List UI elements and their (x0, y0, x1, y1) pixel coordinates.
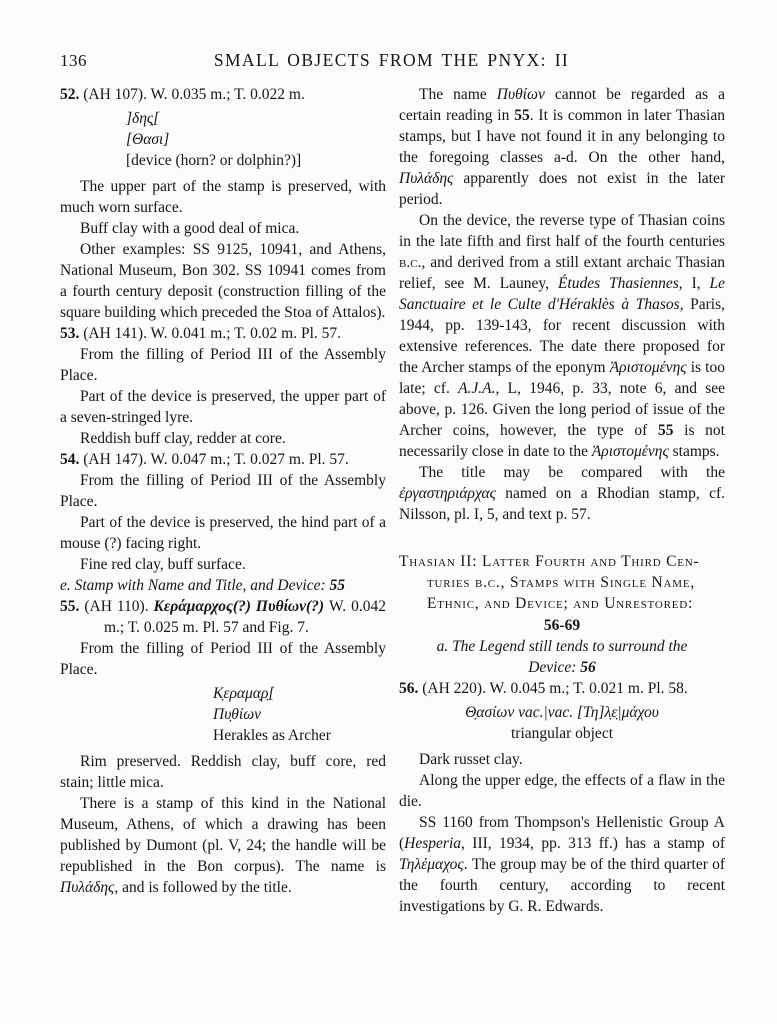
text-run: is not necessarily close in date to the (399, 422, 725, 460)
text-columns (60, 84, 725, 917)
text-run: The title may be compared with the (419, 464, 725, 481)
inscription-line: [Θασι] (126, 131, 170, 148)
text-run: . It is common in later Thasian stamps, but I have not found it in any belonging to the foregoing classes a-d. On the other hand, (399, 107, 725, 166)
text-run: (AH 107). W. 0.035 m.; T. 0.022 m. (79, 86, 305, 103)
text-run: Ἀριστομένης (591, 443, 669, 460)
text-run: Buff clay with a good deal of mica. (80, 220, 300, 237)
thasian-ii-section-heading (399, 551, 725, 636)
text-run: , and is followed by the title. (114, 879, 292, 896)
running-head (60, 50, 723, 74)
text-run: 55 (329, 577, 345, 594)
entry-52-paragraph (60, 176, 386, 218)
entry-53-paragraph (60, 386, 386, 428)
text-run: Other examples: SS 9125, 10941, and Athens, National Museum, Bon 302. SS 10941 comes from a fourth century deposit (construction filling of the square building which preceded the Stoa of Attalos). (60, 241, 386, 321)
text-run: From the filling of Period III of the Assembly Place. (60, 640, 386, 678)
text-run: a. The Legend still tends to surround the Device: (436, 638, 688, 676)
entry-56-paragraph (399, 749, 725, 770)
text-run: Études Thasiennes (557, 275, 679, 292)
text-run: Ἀριστομένης (609, 359, 687, 376)
text-run: , L, 1946, p. 33, note 6, and see above, p. 126. Given the long period of issue of the Archer coins, however, the type of (399, 380, 725, 439)
text-run: W. 0.042 m.; T. 0.025 m. Pl. 57 and Fig. 7. (104, 598, 386, 636)
text-run: From the filling of Period III of the Assembly Place. (60, 472, 386, 510)
text-run: 54. (60, 451, 80, 468)
text-run: cannot be regarded as a certain reading in (399, 86, 726, 124)
text-run: 56 (580, 659, 596, 676)
discussion-paragraph (399, 210, 725, 462)
entry-56-inscription (399, 702, 725, 744)
text-run: (AH 141). W. 0.041 m.; T. 0.02 m. Pl. 57. (79, 325, 342, 342)
text-run: , III, 1934, pp. 313 ff.) has a stamp of (461, 835, 725, 852)
text-run: SS 1160 from Thompson's Hellenistic Group A ( (399, 814, 725, 852)
right-column (399, 84, 725, 917)
text-run: Πυλάδης (399, 170, 454, 187)
entry-54-paragraph (60, 512, 386, 554)
text-run: 55 (657, 422, 674, 439)
left-column (60, 84, 386, 917)
text-run: e. Stamp with Name and Title, and Device: (60, 577, 330, 594)
text-run: 52. (60, 86, 80, 103)
inscription-line: ]δης̣[ (126, 110, 160, 127)
text-run: There is a stamp of this kind in the National Museum, Athens, of which a drawing has been published by Dumont (pl. V, 24; the handle will be republished in the Bon corpus). The name is (60, 795, 386, 875)
entry-52-paragraph (60, 218, 386, 239)
entry-55-inscription (213, 683, 386, 746)
text-run: Reddish buff clay, redder at core. (80, 430, 286, 447)
text-run: From the filling of Period III of the Assembly Place. (60, 346, 386, 384)
entry-56-paragraph (399, 770, 725, 812)
entry-56-heading (399, 678, 725, 699)
entry-55-heading (60, 596, 386, 638)
inscription-line: Κ̣εραμα̣ρ̣[ (213, 685, 275, 702)
text-run: . The group may be of the third quarter of the fourth century, according to recent investigations by G. R. Edwards. (399, 856, 725, 915)
section-number-range: 56-69 (543, 617, 581, 634)
inscription-line: Herakles as Archer (213, 727, 331, 744)
page-number: 136 (60, 51, 87, 70)
text-run: Part of the device is preserved, the hind part of a mouse (?) facing right. (60, 514, 386, 552)
text-run: (AH 220). W. 0.045 m.; T. 0.021 m. Pl. 58. (418, 680, 688, 697)
entry-54-paragraph (60, 470, 386, 512)
text-run: 55. (60, 598, 80, 615)
text-run: is too late; cf. (399, 359, 725, 397)
entry-55-paragraph (60, 793, 386, 898)
text-run: b.c. (399, 254, 422, 271)
text-run: ἐργαστηριάρχας (399, 485, 496, 502)
inscription-line: [device (horn? or dolphin?)] (126, 152, 302, 169)
subsection-a-heading (399, 636, 725, 678)
text-run: Κεράμαρχος(?) Πυθίων(?) (153, 598, 325, 615)
text-run: Part of the device is preserved, the upper part of a seven-stringed lyre. (60, 388, 386, 426)
text-run: apparently does not exist in the later period. (399, 170, 725, 208)
section-heading-line: turies b.c., Stamps with Single Name, (427, 574, 696, 591)
text-run: Along the upper edge, the effects of a flaw in the die. (399, 772, 725, 810)
entry-56-paragraph (399, 812, 725, 917)
entry-53-paragraph (60, 344, 386, 386)
section-heading-line: Thasian II: Latter Fourth and Third Cen- (399, 553, 700, 570)
text-run: (AH 110). (79, 598, 154, 615)
text-run: Τηλέμαχος (399, 856, 464, 873)
text-run: Fine red clay, buff surface. (80, 556, 246, 573)
entry-53-paragraph (60, 428, 386, 449)
entry-54-heading (60, 449, 386, 470)
text-run: 56. (399, 680, 419, 697)
entry-52-heading (60, 84, 386, 105)
text-run: Hesperia (404, 835, 461, 852)
text-run: Πυλάδης (60, 879, 115, 896)
text-run: named on a Rhodian stamp, cf. Nilsson, pl. I, 5, and text p. 57. (399, 485, 725, 523)
text-run: , I, (678, 275, 710, 292)
text-run: The name (419, 86, 497, 103)
inscription-line: Πυ̣θίων (213, 706, 262, 723)
text-run: Dark russet clay. (419, 751, 523, 768)
entry-55-paragraph (60, 638, 386, 680)
section-e-heading (60, 575, 386, 596)
text-run: stamps. (668, 443, 720, 460)
text-run: , Paris, 1944, pp. 139-143, for recent discussion with extensive references. The date there proposed for the Archer stamps of the eponym (399, 296, 726, 376)
entry-52-inscription (126, 108, 386, 171)
running-title: SMALL OBJECTS FROM THE PNYX: II (213, 50, 570, 70)
entry-52-paragraph (60, 239, 386, 323)
text-run: Rim preserved. Reddish clay, buff core, red stain; little mica. (60, 753, 386, 791)
entry-53-heading (60, 323, 386, 344)
discussion-paragraph (399, 462, 725, 525)
entry-54-paragraph (60, 554, 386, 575)
entry-55-paragraph (60, 751, 386, 793)
text-run: On the device, the reverse type of Thasian coins in the late fifth and first half of the fourth centuries (399, 212, 725, 250)
inscription-line: triangular object (511, 725, 613, 742)
text-run: Le Sanctuaire et le Culte d'Héraklès à Thasos (399, 275, 725, 313)
section-heading-line: Ethnic, and Device; and Unrestored: (427, 595, 694, 612)
text-run: 53. (60, 325, 80, 342)
text-run: (AH 147). W. 0.047 m.; T. 0.027 m. Pl. 57. (79, 451, 349, 468)
inscription-line: Θ̣ασίων vac.|vac. [Τη]λ̣ε̣|μάχου (465, 704, 659, 721)
text-run: , and derived from a still extant archaic Thasian relief, see M. Launey, (399, 254, 725, 292)
text-run: A.J.A. (458, 380, 496, 397)
text-run: The upper part of the stamp is preserved, with much worn surface. (60, 178, 386, 216)
text-run: 55 (514, 107, 530, 124)
text-run: Πυθίων (496, 86, 545, 103)
discussion-paragraph (399, 84, 725, 210)
